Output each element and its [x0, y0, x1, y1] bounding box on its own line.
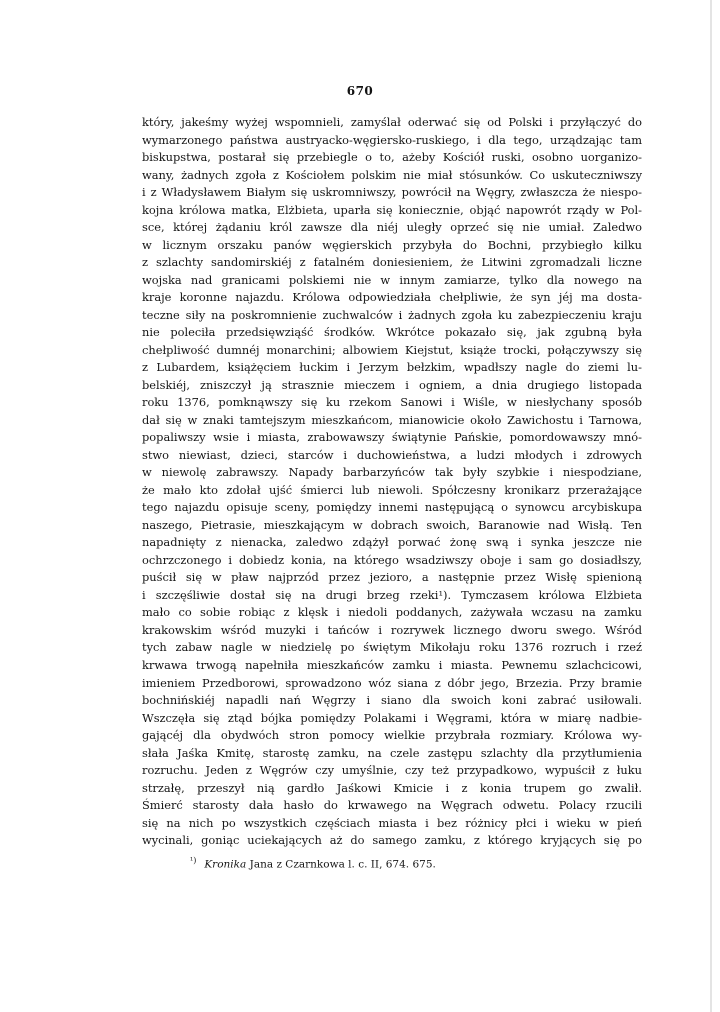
text-line: że mało kto zdołał ujść śmierci lub niewoli. Spółczesny kronikarz przerażające: [142, 482, 642, 497]
text-line: gającéj dla obydwóch stron pomocy wielkie przybrała rozmiary. Królowa wy-: [142, 728, 642, 743]
text-line: kojna królowa matka, Elżbieta, uparła się koniecznie, objąć napowrót rządy w Pol-: [142, 202, 642, 217]
footnote: [190, 856, 436, 871]
text-line: wojska nad granicami polskiemi nie w innym zamiarze, tylko dla nowego na: [142, 272, 642, 287]
text-line: ochrzczonego i dobiedz konia, na którego wsadziwszy oboje i sam go dosiadłszy,: [142, 552, 642, 567]
text-line: w niewolę zabrawszy. Napady barbarzyńców tak były szybkie i niespodziane,: [142, 465, 642, 480]
scan-edge-shadow: [710, 0, 712, 1012]
body-text: [142, 114, 642, 850]
page-number: 670: [346, 84, 374, 98]
text-line: wany, żadnych zgoła z Kościołem polskim nie miał stósunków. Co uskuteczniwszy: [142, 167, 642, 182]
footnote-title: Kronika: [204, 858, 247, 871]
text-line: sce, której żądaniu król zawsze dla niéj uległy oprzeć się nie umiał. Zaledwo: [142, 220, 642, 235]
text-line: strzałę, przeszył nią gardło Jaśkowi Kmicie i z konia trupem go zwalił.: [142, 780, 642, 795]
text-line: który, jakeśmy wyżej wspomnieli, zamyślał oderwać się od Polski i przyłączyć do: [142, 115, 642, 129]
text-line: słała Jaśka Kmitę, starostę zamku, na czele zastępu szlachty dla przytłumienia: [142, 745, 642, 760]
text-line: kraje koronne najazdu. Królowa odpowiedziała chełpliwie, że syn jéj ma dosta-: [142, 290, 642, 305]
text-line: tego najazdu opisuje sceny, pomiędzy innemi następującą o synowcu arcybiskupa: [142, 500, 642, 515]
text-line: puścił się w pław najprzód przez jezioro, a następnie przez Wisłę spienioną: [142, 570, 642, 585]
text-line: chełpliwość dumnéj monarchini; albowiem Kiejstut, książe trocki, połączywszy się: [142, 342, 642, 357]
text-line: rozruchu. Jeden z Węgrów czy umyślnie, czy też przypadkowo, wypuścił z łuku: [142, 763, 642, 778]
text-line: belskiéj, zniszczył ją strasznie mieczem i ogniem, a dnia drugiego listopada: [142, 377, 642, 392]
text-line: stwo niewiast, dzieci, starców i duchowieństwa, a ludzi młodych i zdrowych: [142, 447, 642, 462]
text-line: dał się w znaki tamtejszym mieszkańcom, mianowicie około Zawichostu i Tarnowa,: [142, 412, 642, 427]
text-line: w licznym orszaku panów węgierskich przybyła do Bochni, przybiegło kilku: [142, 237, 642, 252]
text-line: Wszczęła się ztąd bójka pomiędzy Polakami i Węgrami, która w miarę nadbie-: [142, 710, 642, 725]
text-line: wycinali, goniąc uciekających aż do samego zamku, z którego kryjących się po: [142, 833, 642, 848]
text-line: się na nich po wszystkich częściach miasta i bez różnicy płci i wieku w pień: [142, 815, 642, 830]
text-line: wymarzonego państwa austryacko-węgiersko-ruskiego, i dla tego, urządzając tam: [142, 132, 642, 147]
text-line: Śmierć starosty dała hasło do krwawego na Węgrach odwetu. Polacy rzucili: [142, 798, 642, 813]
text-line: teczne siły na poskromnienie zuchwalców i żadnych zgoła ku zabezpieczeniu kraju: [142, 307, 642, 322]
text-line: bochnińskiéj napadli nań Węgrzy i siano dla swoich koni zabrać usiłowali.: [142, 693, 642, 708]
text-line: krakowskim wśród muzyki i tańców i rozrywek licznego dworu swego. Wśród: [142, 622, 642, 637]
text-line: napadnięty z nienacka, zaledwo zdążył porwać żonę swą i synka jeszcze nie: [142, 535, 642, 550]
text-line: krwawa trwogą napełniła mieszkańców zamku i miasta. Pewnemu szlachcicowi,: [142, 657, 642, 672]
footnote-mark: ¹): [190, 856, 197, 865]
text-line: z Lubardem, książęciem łuckim i Jerzym bełzkim, wpadłszy nagle do ziemi lu-: [142, 360, 642, 375]
text-line: imieniem Przedborowi, sprowadzono wóz siana z dóbr jego, Brzezia. Przy bramie: [142, 675, 642, 690]
text-line: tych zabaw nagle w niedzielę po świętym Mikołaju roku 1376 rozruch i rzeź: [142, 640, 642, 655]
footnote-text: Jana z Czarnkowa l. c. II, 674. 675.: [249, 858, 436, 871]
text-line: z szlachty sandomirskiéj z fatalném doniesieniem, że Litwini zgromadzali liczne: [142, 255, 642, 270]
text-line: naszego, Pietrasie, mieszkającym w dobrach swoich, Baranowie nad Wisłą. Ten: [142, 517, 642, 532]
text-line: biskupstwa, postarał się przebiegle o to, ażeby Kościół ruski, osobno uorganizo-: [142, 150, 642, 165]
text-line: i szczęśliwie dostał się na drugi brzeg rzeki¹). Tymczasem królowa Elżbieta: [142, 587, 642, 602]
text-line: popaliwszy wsie i miasta, zrabowawszy świątynie Pańskie, pomordowawszy mnó-: [142, 430, 642, 445]
text-line: i z Władysławem Białym się uskromniwszy, powrócił na Węgry, zwłaszcza że niespo-: [142, 185, 642, 200]
text-line: nie poleciła przedsięwziąść środków. Wkrótce pokazało się, jak zgubną była: [142, 325, 642, 340]
text-line: mało co sobie robiąc z klęsk i niedoli poddanych, zażywała wczasu na zamku: [142, 605, 642, 620]
text-line: roku 1376, pomknąwszy się ku rzekom Sanowi i Wiśle, w niesłychany sposób: [142, 395, 642, 410]
